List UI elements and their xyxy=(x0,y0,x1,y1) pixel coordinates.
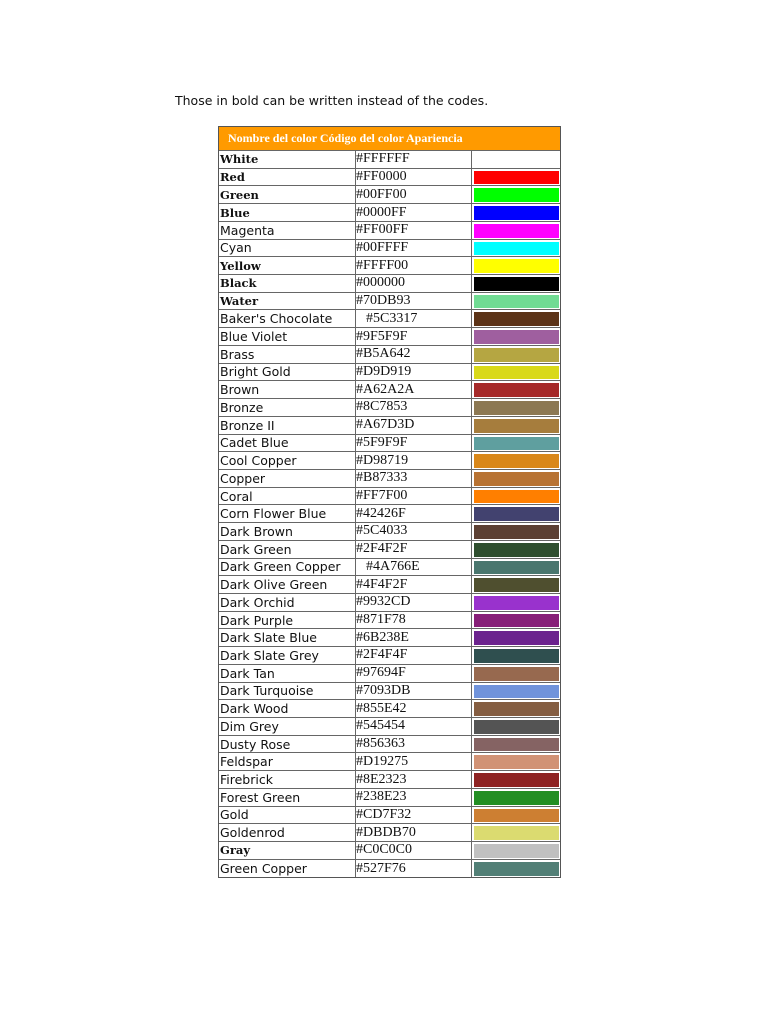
color-swatch-cell xyxy=(472,576,560,593)
color-code-cell: #4F4F2F xyxy=(356,576,472,593)
table-row xyxy=(219,789,560,807)
color-swatch xyxy=(474,171,559,185)
color-name-cell: Forest Green xyxy=(219,789,356,806)
color-swatch-cell xyxy=(472,771,560,788)
color-code-cell: #871F78 xyxy=(356,612,472,629)
color-swatch-cell xyxy=(472,204,560,221)
color-swatch xyxy=(474,472,559,486)
color-code-cell: #527F76 xyxy=(356,860,472,878)
table-header-swatch xyxy=(473,127,560,150)
color-name-cell: Brass xyxy=(219,346,356,363)
color-swatch-cell xyxy=(472,381,560,398)
color-code-cell: #855E42 xyxy=(356,700,472,717)
table-row xyxy=(219,771,560,789)
color-swatch xyxy=(474,295,559,309)
color-name-cell: Yellow xyxy=(219,257,356,274)
color-name-cell: Dark Turquoise xyxy=(219,683,356,700)
color-swatch-cell xyxy=(472,612,560,629)
color-name-cell: Baker's Chocolate xyxy=(219,310,356,327)
color-code-cell: #C0C0C0 xyxy=(356,842,472,859)
table-row xyxy=(219,559,560,577)
table-row xyxy=(219,293,560,311)
table-row xyxy=(219,310,560,328)
color-name-cell: Magenta xyxy=(219,222,356,239)
color-code-cell: #70DB93 xyxy=(356,293,472,310)
color-code-cell: #DBDB70 xyxy=(356,824,472,841)
color-code-cell: #0000FF xyxy=(356,204,472,221)
table-row xyxy=(219,753,560,771)
color-name-cell: Cyan xyxy=(219,240,356,257)
color-swatch xyxy=(474,809,559,823)
color-swatch-cell xyxy=(472,665,560,682)
color-name-cell: Red xyxy=(219,169,356,186)
color-swatch-cell xyxy=(472,151,560,168)
table-row xyxy=(219,240,560,258)
color-swatch xyxy=(474,312,559,326)
color-name-cell: Dark Brown xyxy=(219,523,356,540)
color-swatch xyxy=(474,844,559,858)
table-row xyxy=(219,488,560,506)
color-swatch-cell xyxy=(472,346,560,363)
table-header-label: Nombre del color Código del color Apariencia xyxy=(228,131,463,145)
color-swatch-cell xyxy=(472,629,560,646)
color-code-cell: #B87333 xyxy=(356,470,472,487)
color-code-cell: #856363 xyxy=(356,736,472,753)
color-name-cell: Copper xyxy=(219,470,356,487)
color-code-cell: #4A766E xyxy=(356,559,472,576)
table-row xyxy=(219,346,560,364)
table-row xyxy=(219,222,560,240)
color-name-cell: Blue Violet xyxy=(219,328,356,345)
color-code-cell: #A67D3D xyxy=(356,417,472,434)
color-name-cell: Dark Purple xyxy=(219,612,356,629)
color-code-cell: #7093DB xyxy=(356,683,472,700)
color-name-cell: Dark Green xyxy=(219,541,356,558)
table-row xyxy=(219,647,560,665)
table-row xyxy=(219,860,560,878)
color-swatch-cell xyxy=(472,435,560,452)
color-code-cell: #FF0000 xyxy=(356,169,472,186)
color-name-cell: Goldenrod xyxy=(219,824,356,841)
table-row xyxy=(219,257,560,275)
color-swatch-cell xyxy=(472,824,560,841)
color-swatch xyxy=(474,578,559,592)
table-row xyxy=(219,842,560,860)
color-swatch-cell xyxy=(472,647,560,664)
color-swatch xyxy=(474,649,559,663)
color-swatch xyxy=(474,259,559,273)
table-row xyxy=(219,435,560,453)
color-swatch xyxy=(474,702,559,716)
color-name-cell: Blue xyxy=(219,204,356,221)
table-row xyxy=(219,505,560,523)
table-row xyxy=(219,718,560,736)
table-row xyxy=(219,541,560,559)
color-swatch xyxy=(474,862,559,877)
color-code-cell: #238E23 xyxy=(356,789,472,806)
color-swatch-cell xyxy=(472,257,560,274)
color-swatch xyxy=(474,791,559,805)
table-row xyxy=(219,452,560,470)
color-code-cell: #FF00FF xyxy=(356,222,472,239)
color-swatch-cell xyxy=(472,842,560,859)
color-code-cell: #FFFF00 xyxy=(356,257,472,274)
color-swatch-cell xyxy=(472,700,560,717)
color-swatch xyxy=(474,738,559,752)
color-code-cell: #42426F xyxy=(356,505,472,522)
color-code-cell: #9F5F9F xyxy=(356,328,472,345)
color-swatch xyxy=(474,224,559,238)
table-row xyxy=(219,700,560,718)
color-swatch-cell xyxy=(472,559,560,576)
color-swatch xyxy=(474,596,559,610)
color-swatch xyxy=(474,419,559,433)
table-row xyxy=(219,665,560,683)
table-row xyxy=(219,523,560,541)
color-name-cell: Bronze II xyxy=(219,417,356,434)
color-swatch-cell xyxy=(472,789,560,806)
color-name-cell: Cadet Blue xyxy=(219,435,356,452)
color-swatch-cell xyxy=(472,718,560,735)
color-swatch xyxy=(474,773,559,787)
color-code-cell: #D98719 xyxy=(356,452,472,469)
color-swatch xyxy=(474,366,559,380)
color-swatch xyxy=(474,348,559,362)
color-swatch xyxy=(474,188,559,202)
color-code-cell: #2F4F4F xyxy=(356,647,472,664)
color-swatch xyxy=(474,631,559,645)
color-name-cell: Water xyxy=(219,293,356,310)
color-swatch-cell xyxy=(472,222,560,239)
color-swatch-cell xyxy=(472,275,560,292)
color-name-cell: White xyxy=(219,151,356,168)
table-row xyxy=(219,204,560,222)
color-code-cell: #5F9F9F xyxy=(356,435,472,452)
color-swatch-cell xyxy=(472,293,560,310)
color-swatch-cell xyxy=(472,523,560,540)
color-swatch xyxy=(474,826,559,840)
color-name-cell: Dark Slate Blue xyxy=(219,629,356,646)
color-code-cell: #2F4F2F xyxy=(356,541,472,558)
color-name-cell: Dark Olive Green xyxy=(219,576,356,593)
color-code-cell: #545454 xyxy=(356,718,472,735)
color-swatch-cell xyxy=(472,470,560,487)
table-row xyxy=(219,824,560,842)
color-swatch xyxy=(474,614,559,628)
color-code-cell: #CD7F32 xyxy=(356,807,472,824)
color-name-cell: Bronze xyxy=(219,399,356,416)
color-swatch-cell xyxy=(472,488,560,505)
color-swatch xyxy=(474,277,559,291)
color-table xyxy=(218,126,561,878)
color-swatch-cell xyxy=(472,169,560,186)
table-body xyxy=(219,151,560,877)
table-row xyxy=(219,381,560,399)
color-code-cell: #97694F xyxy=(356,665,472,682)
color-name-cell: Coral xyxy=(219,488,356,505)
color-swatch xyxy=(474,507,559,521)
table-row xyxy=(219,612,560,630)
color-swatch xyxy=(474,401,559,415)
color-swatch xyxy=(474,543,559,557)
color-swatch xyxy=(474,206,559,220)
table-row xyxy=(219,807,560,825)
color-swatch xyxy=(474,490,559,504)
color-swatch-cell xyxy=(472,452,560,469)
color-code-cell: #D19275 xyxy=(356,753,472,770)
color-swatch-cell xyxy=(472,860,560,878)
color-swatch xyxy=(474,242,559,256)
table-row xyxy=(219,629,560,647)
color-swatch-cell xyxy=(472,683,560,700)
table-row xyxy=(219,594,560,612)
color-swatch xyxy=(474,437,559,451)
color-name-cell: Gold xyxy=(219,807,356,824)
table-row xyxy=(219,328,560,346)
color-name-cell: Dark Wood xyxy=(219,700,356,717)
color-swatch-cell xyxy=(472,541,560,558)
color-name-cell: Corn Flower Blue xyxy=(219,505,356,522)
table-row xyxy=(219,470,560,488)
table-row xyxy=(219,399,560,417)
color-swatch-cell xyxy=(472,328,560,345)
color-swatch xyxy=(474,383,559,397)
color-swatch xyxy=(474,755,559,769)
color-swatch-cell xyxy=(472,505,560,522)
color-swatch xyxy=(474,685,559,699)
color-name-cell: Feldspar xyxy=(219,753,356,770)
color-swatch xyxy=(474,330,559,344)
color-swatch-cell xyxy=(472,594,560,611)
color-swatch xyxy=(474,720,559,734)
color-swatch-cell xyxy=(472,417,560,434)
color-swatch xyxy=(474,153,559,167)
color-name-cell: Firebrick xyxy=(219,771,356,788)
color-code-cell: #5C3317 xyxy=(356,310,472,327)
color-name-cell: Dark Slate Grey xyxy=(219,647,356,664)
color-swatch-cell xyxy=(472,753,560,770)
color-name-cell: Bright Gold xyxy=(219,364,356,381)
color-swatch-cell xyxy=(472,399,560,416)
color-code-cell: #8C7853 xyxy=(356,399,472,416)
color-swatch xyxy=(474,561,559,575)
color-code-cell: #00FFFF xyxy=(356,240,472,257)
color-swatch-cell xyxy=(472,807,560,824)
table-row xyxy=(219,169,560,187)
color-swatch-cell xyxy=(472,240,560,257)
color-name-cell: Dim Grey xyxy=(219,718,356,735)
color-swatch-cell xyxy=(472,310,560,327)
color-code-cell: #B5A642 xyxy=(356,346,472,363)
color-name-cell: Cool Copper xyxy=(219,452,356,469)
color-code-cell: #9932CD xyxy=(356,594,472,611)
color-code-cell: #D9D919 xyxy=(356,364,472,381)
table-row xyxy=(219,364,560,382)
color-name-cell: Brown xyxy=(219,381,356,398)
color-swatch-cell xyxy=(472,736,560,753)
color-name-cell: Dark Tan xyxy=(219,665,356,682)
color-swatch-cell xyxy=(472,364,560,381)
color-swatch xyxy=(474,525,559,539)
table-row xyxy=(219,576,560,594)
table-row xyxy=(219,186,560,204)
table-row xyxy=(219,275,560,293)
table-header-row xyxy=(219,127,560,151)
intro-text: Those in bold can be written instead of the codes. xyxy=(175,93,489,108)
table-row xyxy=(219,417,560,435)
color-code-cell: #00FF00 xyxy=(356,186,472,203)
color-code-cell: #8E2323 xyxy=(356,771,472,788)
color-name-cell: Dark Orchid xyxy=(219,594,356,611)
color-name-cell: Dusty Rose xyxy=(219,736,356,753)
color-name-cell: Green xyxy=(219,186,356,203)
color-swatch xyxy=(474,454,559,468)
color-code-cell: #FFFFFF xyxy=(356,151,472,168)
color-name-cell: Black xyxy=(219,275,356,292)
color-swatch-cell xyxy=(472,186,560,203)
table-row xyxy=(219,683,560,701)
color-code-cell: #FF7F00 xyxy=(356,488,472,505)
color-name-cell: Dark Green Copper xyxy=(219,559,356,576)
color-code-cell: #5C4033 xyxy=(356,523,472,540)
color-swatch xyxy=(474,667,559,681)
color-name-cell: Green Copper xyxy=(219,860,356,878)
color-name-cell: Gray xyxy=(219,842,356,859)
color-code-cell: #6B238E xyxy=(356,629,472,646)
table-row xyxy=(219,736,560,754)
color-code-cell: #000000 xyxy=(356,275,472,292)
color-code-cell: #A62A2A xyxy=(356,381,472,398)
table-row xyxy=(219,151,560,169)
